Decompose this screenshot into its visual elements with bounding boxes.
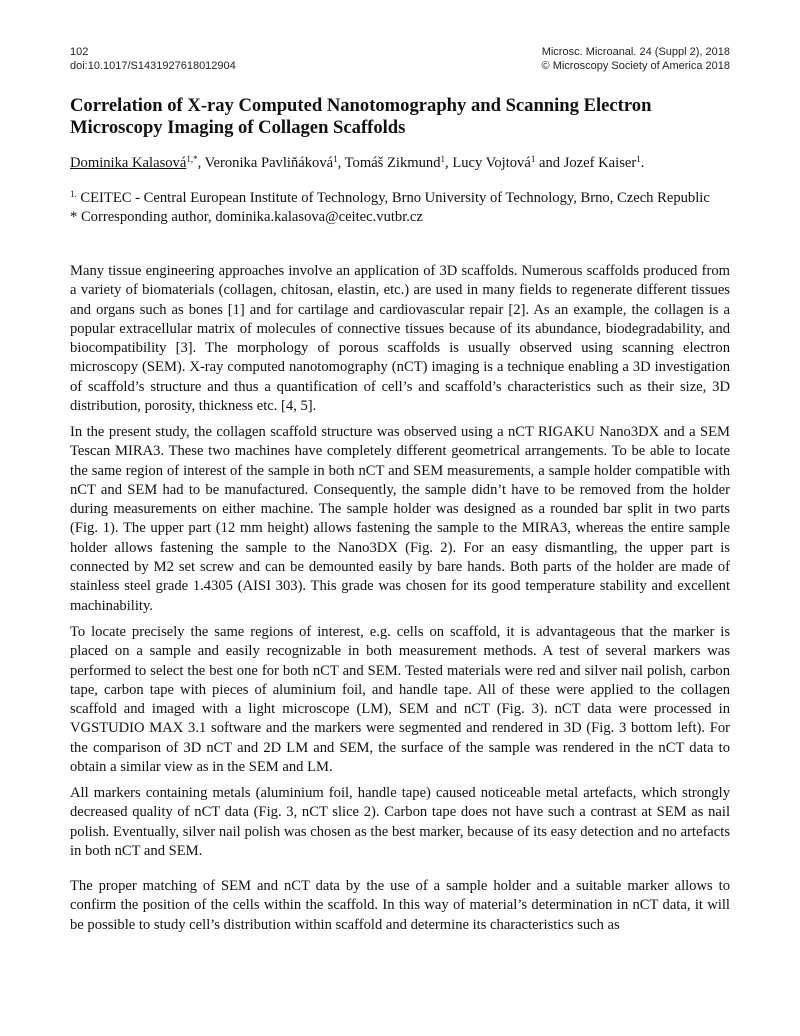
body-paragraph-4: All markers containing metals (aluminium foil, handle tape) caused noticeable metal artefacts, which strongly decreased quality of nCT data (Fig. 3, nCT slice 2). Carbon tape does not have such a contrast at SEM as nail polish. Eventually, silver nail polish was chosen as the best marker, because of its easy detection and no artefacts in both nCT and SEM. xyxy=(70,785,730,859)
running-header-left xyxy=(70,45,236,73)
doi[interactable]: doi:10.1017/S1431927618012904 xyxy=(70,60,236,72)
page-number: 102 xyxy=(70,46,89,58)
corresponding-author: * Corresponding author, dominika.kalasova@ceitec.vutbr.cz xyxy=(70,209,423,225)
running-header-right xyxy=(542,45,730,73)
author-list xyxy=(70,154,730,172)
author: Veronika Pavliňáková$^1$, xyxy=(204,154,345,171)
author: Lucy Vojtová$^1$ and xyxy=(452,154,564,171)
paper-title: Correlation of X-ray Computed Nanotomography and Scanning Electron Microscopy Imaging of Collagen Scaffolds xyxy=(70,95,652,138)
body-paragraph-2: In the present study, the collagen scaffold structure was observed using a nCT RIGAKU Nano3DX and a SEM Tescan MIRA3. These two machines have completely different geometrical arrangements. To be able to locate the same region of interest of the sample in both nCT and SEM measurements, a sample holder compatible with nCT and SEM had to be manufactured. Consequently, the sample didn’t have to be removed from the holder during measurements on either machine. The sample holder was designed as a rounded bar split in two parts (Fig. 1). The upper part (12 mm height) allows fastening the sample to the MIRA3, whereas the entire sample holder allows fastening the sample to the Nano3DX (Fig. 2). For an easy dismantling, the upper part is connected by M2 set screw and can be demounted easily by bare hands. Both parts of the holder are made of stainless steel grade 1.4305 (AISI 303). This grade was chosen for its good temperature stability and excellent machinability. xyxy=(70,424,730,614)
affiliations xyxy=(70,189,730,227)
author: Dominika Kalasová$^{1,*}$, xyxy=(70,154,205,171)
journal-citation: Microsc. Microanal. 24 (Suppl 2), 2018 xyxy=(541,46,730,58)
author: Jozef Kaiser$^1$. xyxy=(563,154,645,171)
author: Tomáš Zikmund$^1$, xyxy=(344,154,453,171)
body-paragraph-3: To locate precisely the same regions of interest, e.g. cells on scaffold, it is advantageous that the marker is placed on a sample and easily recognizable in both measurement methods. A test of several markers was performed to select the best one for both nCT and SEM. Tested materials were red and silver nail polish, carbon tape, carbon tape with pieces of aluminium foil, and handle tape. All of these were applied to the collagen scaffold and imaged with a light microscope (LM), SEM and nCT (Fig. 3). nCT data were processed in VGSTUDIO MAX 3.1 software and the markers were segmented and rendered in 3D (Fig. 3 bottom left). For the comparison of 3D nCT and 2D LM and SEM, the surface of the sample was rendered in the nCT data to obtain a similar view as in the SEM and LM. xyxy=(70,624,730,776)
body-paragraph-1: Many tissue engineering approaches involve an application of 3D scaffolds. Numerous scaffolds produced from a variety of biomaterials (collagen, chitosan, elastin, etc.) are used in many fields to regenerate different tissues and organs such as bones [1] and for cartilage and cardiovascular repair [2]. As an example, the collagen is a popular extracellular matrix of molecules of connective tissues because of its abundance, biodegradability, and biocompatibility [3]. The morphology of porous scaffolds is usually observed using scanning electron microscopy (SEM). X-ray computed nanotomography (nCT) imaging is a technique enabling a 3D investigation of scaffold’s structure and thus a quantification of cell’s and scaffold’s characteristics such as their size, 3D distribution, porosity, thickness etc. [4, 5]. xyxy=(70,263,730,415)
copyright: © Microscopy Society of America 2018 xyxy=(541,60,730,72)
body-paragraph-5: The proper matching of SEM and nCT data by the use of a sample holder and a suitable marker allows to confirm the position of the cells within the scaffold. In this way of material’s determination in nCT data, it will be possible to study cell’s distribution within scaffold and determine its characteristics such as xyxy=(70,878,730,933)
affiliation-1: $^{1.}$ CEITEC - Central European Institute of Technology, Brno University of Technology, Brno, Czech Republic xyxy=(70,189,710,206)
